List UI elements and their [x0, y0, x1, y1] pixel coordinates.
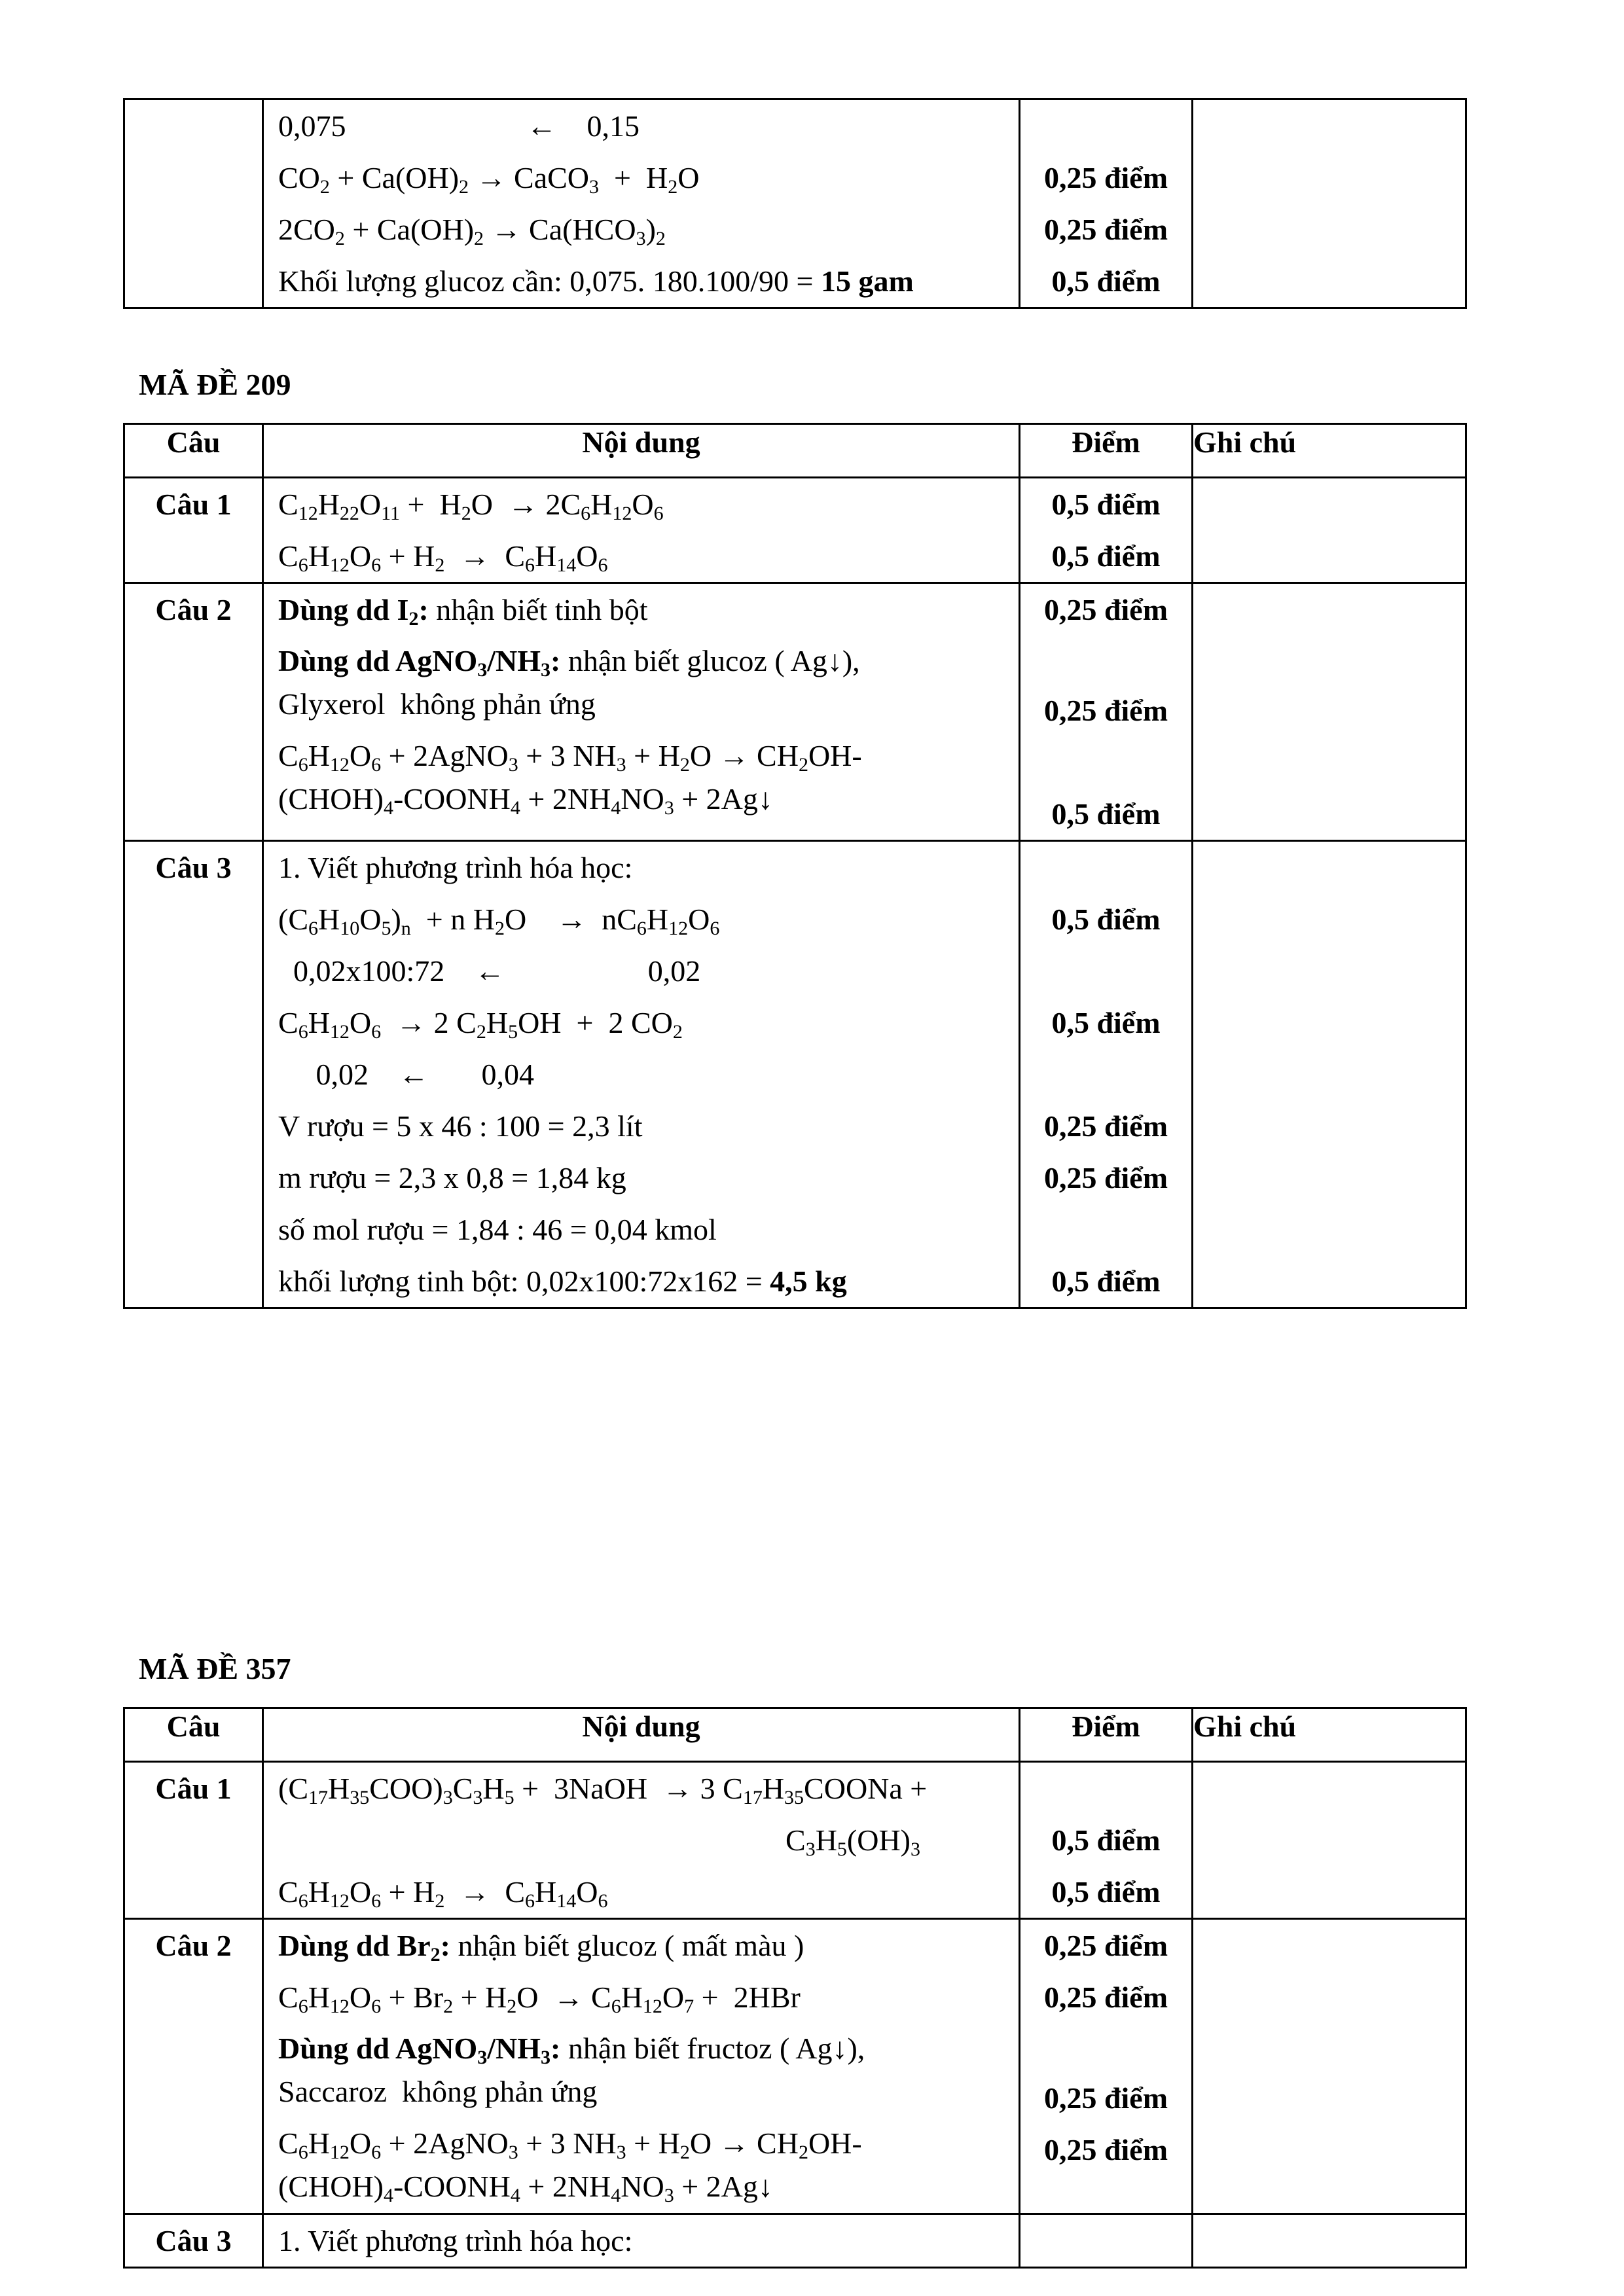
score: 0,25 điểm	[1043, 1929, 1168, 1962]
table-row	[124, 583, 1466, 841]
content-line: $C_6H_{12}O_6$ + 2AgNO$_3$ + 3 $NH_3 + H_2O \to CH_2OH-$ $(CHOH)_4-COONH_4 + 2NH_4NO_3$ + 2Ag↓	[278, 739, 862, 819]
content-line: $(C_6H_{10}O_5)_n + n$ $H_2O$ → $nC_6H_{12}O_6$	[278, 903, 720, 939]
question-label: Câu 1	[155, 1772, 232, 1805]
header-score: Điểm	[1020, 424, 1193, 478]
content-line: $(C_{17}H_{35}COO)_3C_3H_5$ + 3NaOH → 3 $C_{17}H_{35}COONa$ +	[278, 1772, 928, 1808]
content-line: số mol rượu = 1,84 : 46 = 0,04 kmol	[278, 1213, 717, 1246]
header-content: Nội dung	[263, 424, 1020, 478]
header-content: Nội dung	[263, 1708, 1020, 1762]
content-line: Dùng dd $Br_2$: nhận biết glucoz ( mất màu )	[278, 1929, 804, 1965]
score: 0,5 điểm	[1051, 903, 1161, 936]
score: 0,5 điểm	[1051, 797, 1161, 831]
score-cell	[1020, 478, 1193, 583]
content-line: $CO_2 + Ca(OH)_2$ → CaCO$_3$ + $H_2O$	[278, 161, 700, 198]
question-label: Câu 1	[155, 488, 232, 521]
table-row	[124, 841, 1466, 1308]
question-cell	[124, 1919, 263, 2214]
score: 0,5 điểm	[1051, 1006, 1161, 1039]
table-row	[124, 478, 1466, 583]
score: 0,5 điểm	[1051, 488, 1161, 521]
score: 0,25 điểm	[1043, 2133, 1168, 2166]
content-line: $C_6H_{12}O_6 + Br_2 + H_2O \to C_6H_{12}O_7 + 2HBr$	[278, 1981, 801, 2017]
content-line: $C_{12}H_{22}O_{11} + H_2O \to 2C_6H_{12}O_6$	[278, 488, 664, 524]
content-line: $C_6H_{12}O_6 \to 2$ $C_2H_5OH + 2$ $CO_2$	[278, 1006, 683, 1043]
content-line: khối lượng tinh bột: 0,02x100:72x162 = 4,5 kg	[278, 1265, 847, 1298]
table-row	[124, 2214, 1466, 2268]
content-cell	[263, 478, 1020, 583]
header-question: Câu	[124, 1708, 263, 1762]
score-cell	[1020, 2214, 1193, 2268]
content-cell	[263, 99, 1020, 308]
content-line: Dùng dd $AgNO_3/NH_3$: nhận biết glucoz ( Ag↓), Glyxerol không phản ứng	[278, 644, 860, 721]
question-label: Câu 3	[155, 851, 232, 884]
score-cell	[1020, 1762, 1193, 1919]
note-cell	[1193, 478, 1466, 583]
question-cell	[124, 2214, 263, 2268]
content-line: $2CO_2 + Ca(OH)_2 \to Ca(HCO_3)_2$	[278, 213, 666, 249]
question-label: Câu 3	[155, 2224, 232, 2257]
question-cell	[124, 99, 263, 308]
content-line: Dùng dd $AgNO_3/NH_3$: nhận biết fructoz ( Ag↓), Saccaroz không phản ứng	[278, 2032, 865, 2108]
content-line: 0,02 ← 0,04	[278, 1058, 534, 1091]
header-note: Ghi chú	[1193, 424, 1466, 478]
content-line: $C_6H_{12}O_6$ + 2AgNO$_3$ + 3 $NH_3 + H_2O \to CH_2OH-$ $(CHOH)_4-COONH_4 + 2NH_4NO_3$ + 2Ag↓	[278, 2126, 862, 2206]
score: 0,25 điểm	[1043, 1161, 1168, 1194]
content-cell	[263, 1762, 1020, 1919]
score: 0,25 điểm	[1043, 1109, 1168, 1143]
note-cell	[1193, 841, 1466, 1308]
header-note: Ghi chú	[1193, 1708, 1466, 1762]
score: 0,5 điểm	[1051, 539, 1161, 573]
table-row	[124, 1762, 1466, 1919]
score: 0,25 điểm	[1043, 213, 1168, 246]
score: 0,5 điểm	[1051, 1265, 1161, 1298]
header-row	[124, 424, 1466, 478]
content-cell	[263, 1919, 1020, 2214]
score-cell	[1020, 99, 1193, 308]
score-cell	[1020, 841, 1193, 1308]
content-line: m rượu = 2,3 x 0,8 = 1,84 kg	[278, 1161, 626, 1194]
table-row	[124, 1919, 1466, 2214]
table-row	[124, 99, 1466, 308]
answer-table-357	[123, 1707, 1467, 2269]
header-score: Điểm	[1020, 1708, 1193, 1762]
content-line: Dùng dd $I_2$: nhận biết tinh bột	[278, 593, 648, 630]
question-label: Câu 2	[155, 593, 232, 626]
note-cell	[1193, 2214, 1466, 2268]
score-cell	[1020, 583, 1193, 841]
section-heading: MÃ ĐỀ 209	[139, 368, 291, 401]
score-cell	[1020, 1919, 1193, 2214]
content-line: $C_6H_{12}O_6 + H_2 \to C_6H_{14}O_6$	[278, 1875, 608, 1912]
content-cell	[263, 841, 1020, 1308]
note-cell	[1193, 1762, 1466, 1919]
note-cell	[1193, 583, 1466, 841]
header-question: Câu	[124, 424, 263, 478]
content-line: $C_6H_{12}O_6 + H_2 \to C_6H_{14}O_6$	[278, 539, 608, 576]
note-cell	[1193, 99, 1466, 308]
content-line: 0,075 ← 0,15	[278, 109, 640, 143]
question-cell	[124, 841, 263, 1308]
content-line: 0,02x100:72 ← 0,02	[278, 954, 701, 988]
score: 0,5 điểm	[1051, 1875, 1161, 1909]
answer-table-209	[123, 423, 1467, 1309]
header-row	[124, 1708, 1466, 1762]
score: 0,5 điểm	[1051, 264, 1161, 298]
section-heading: MÃ ĐỀ 357	[139, 1652, 291, 1685]
content-cell	[263, 2214, 1020, 2268]
content-line: $C_3H_5(OH)_3$	[785, 1823, 920, 1860]
question-cell	[124, 478, 263, 583]
continuation-table	[123, 98, 1467, 309]
content-line: V rượu = 5 x 46 : 100 = 2,3 lít	[278, 1109, 643, 1143]
score: 0,25 điểm	[1043, 694, 1168, 727]
question-cell	[124, 1762, 263, 1919]
score: 0,25 điểm	[1043, 1981, 1168, 2014]
score: 0,25 điểm	[1043, 2081, 1168, 2115]
score: 0,25 điểm	[1043, 161, 1168, 194]
score: 0,25 điểm	[1043, 593, 1168, 626]
content-line: 1. Viết phương trình hóa học:	[278, 851, 633, 884]
question-label: Câu 2	[155, 1929, 232, 1962]
content-cell	[263, 583, 1020, 841]
content-line: 1. Viết phương trình hóa học:	[278, 2224, 633, 2257]
score: 0,5 điểm	[1051, 1823, 1161, 1857]
question-cell	[124, 583, 263, 841]
note-cell	[1193, 1919, 1466, 2214]
content-line: Khối lượng glucoz cần: 0,075. 180.100/90 = 15 gam	[278, 264, 914, 298]
